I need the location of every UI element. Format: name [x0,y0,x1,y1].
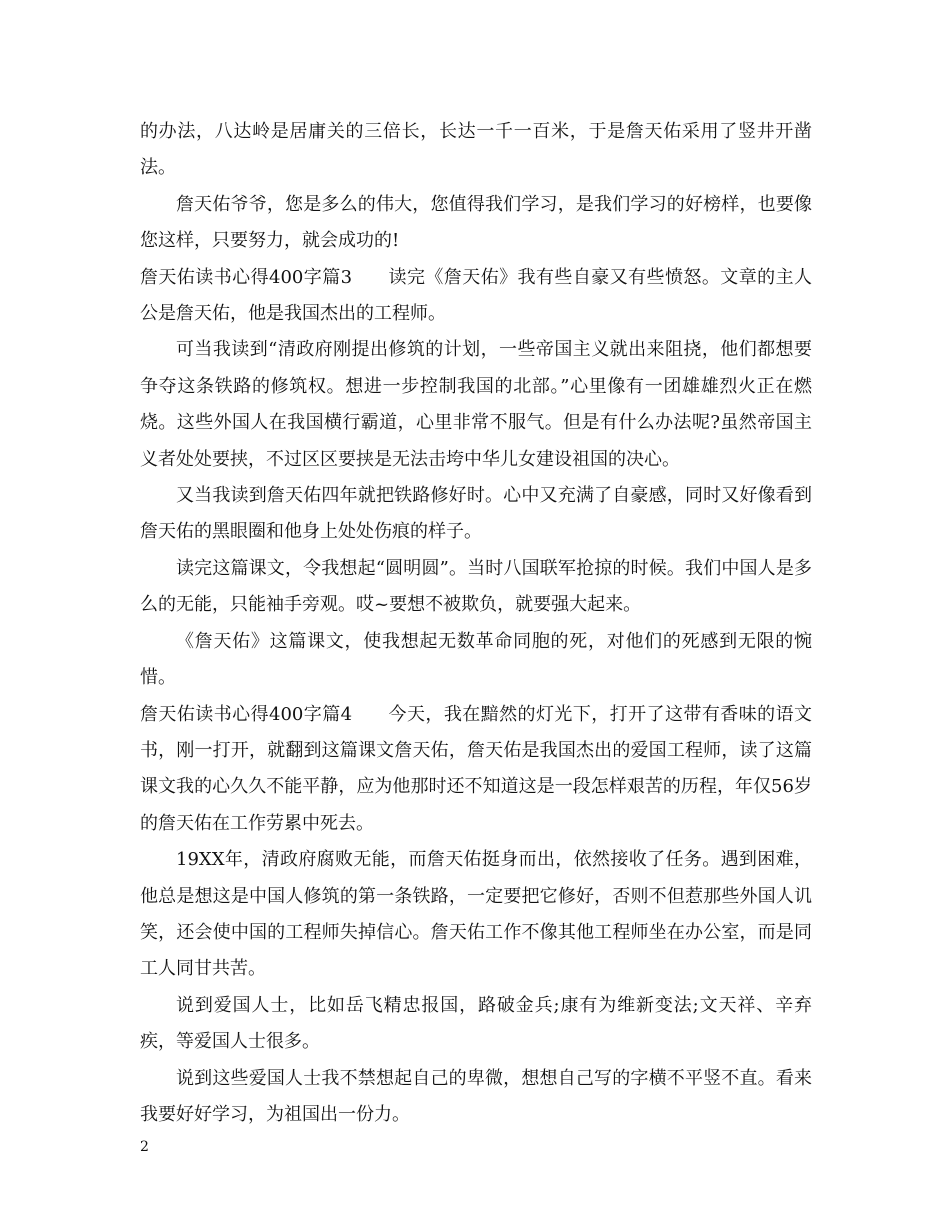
paragraph: 詹天佑爷爷，您是多么的伟大，您值得我们学习，是我们学习的好榜样，也要像您这样，只要努力，就会成功的! [140,193,812,252]
paragraph-with-heading [140,260,812,333]
paragraph: 读完这篇课文，令我想起“圆明圆”。当时八国联军抢掠的时候。我们中国人是多么的无能，只能袖手旁观。哎~要想不被欺负，就要强大起来。 [140,557,812,616]
document-body [140,114,812,1133]
paragraph: 可当我读到“清政府刚提出修筑的计划，一些帝国主义就出来阻挠，他们都想要争夺这条铁路的修筑权。想进一步控制我国的北部。”心里像有一团雄雄烈火正在燃烧。这些外国人在我国横行霸道，心里非常不服气。但是有什么办法呢?虽然帝国主义者处处要挟，不过区区要挟是无法击垮中华儿女建设祖国的决心。 [140,339,812,470]
paragraph: 又当我读到詹天佑四年就把铁路修好时。心中又充满了自豪感，同时又好像看到詹天佑的黑眼圈和他身上处处伤痕的样子。 [140,485,812,543]
paragraph: 的办法，八达岭是居庸关的三倍长，长达一千一百米，于是詹天佑采用了竖井开凿法。 [140,121,812,179]
paragraph-text: 今天，我在黯然的灯光下，打开了这带有香味的语文书，刚一打开，就翻到这篇课文詹天佑，詹天佑是我国杰出的爱国工程师，读了这篇课文我的心久久不能平静，应为他那时还不知道这是一段怎样艰苦的历程，年仅56岁的詹天佑在工作劳累中死去。 [140,703,812,834]
paragraph-with-heading [140,697,812,843]
paragraph: 《詹天佑》这篇课文，使我想起无数革命同胞的死，对他们的死感到无限的惋惜。 [140,630,812,689]
section-heading: 詹天佑读书心得400字篇3 [140,266,353,288]
paragraph: 说到这些爱国人士我不禁想起自己的卑微，想想自己写的字横不平竖不直。看来我要好好学习，为祖国出一份力。 [140,1067,812,1125]
paragraph-text: 读完《詹天佑》我有些自豪又有些愤怒。文章的主人公是詹天佑，他是我国杰出的工程师。 [140,266,812,325]
section-heading: 詹天佑读书心得400字篇4 [140,703,353,725]
page-number: 2 [140,1139,149,1155]
paragraph: 19XX年，清政府腐败无能，而詹天佑挺身而出，依然接收了任务。遇到困难，他总是想这是中国人修筑的第一条铁路，一定要把它修好，否则不但惹那些外国人讥笑，还会使中国的工程师失掉信心。詹天佑工作不像其他工程师坐在办公室，而是同工人同甘共苦。 [140,849,812,980]
paragraph: 说到爱国人士，比如岳飞精忠报国，路破金兵;康有为维新变法;文天祥、辛弃疾，等爱国人士很多。 [140,994,812,1053]
